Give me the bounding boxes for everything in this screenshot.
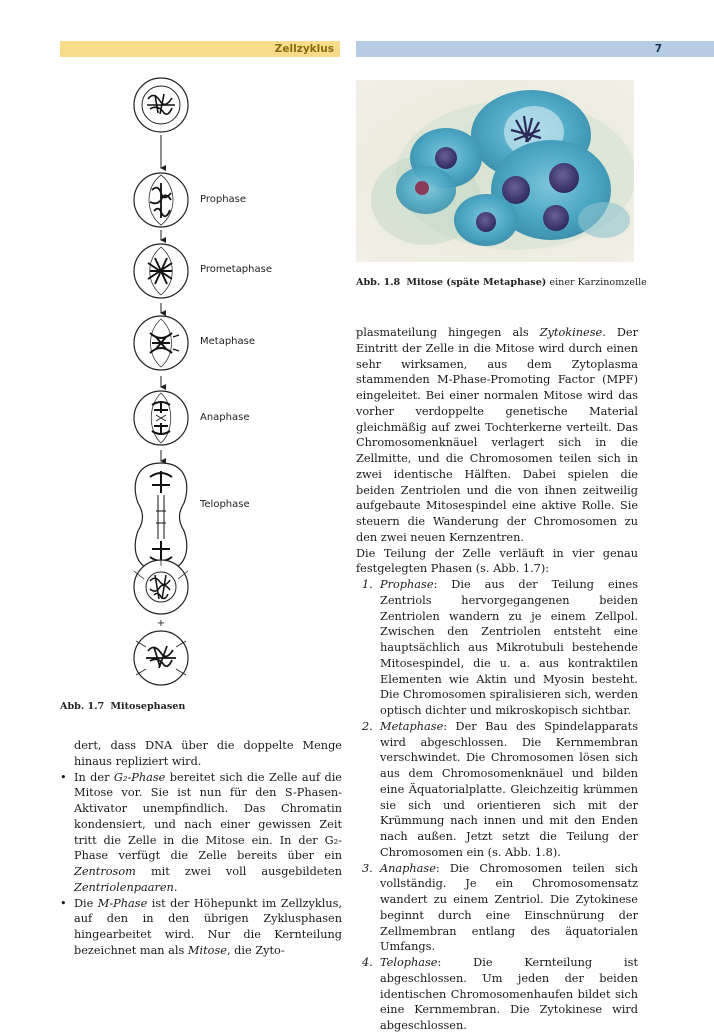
caption-bold: Mitose (späte Metaphase): [406, 277, 547, 288]
list-item-prophase: 1. Prophase: Die aus der Teilung eines Zentriols hervorgegangenen beiden Zentriolen wandern zu je einem Zellpol. Zwischen den Zentriolen entsteht eine hauptsächlich aus Mikrotubuli bestehende Mitosespindel, die u. a. aus kontraktilen Elementen wie Aktin und Myosin besteht. Die Chromosomen spiralisieren sich, werden optisch dichter und mikroskopisch sichtbar.: [362, 578, 638, 717]
paragraph-zytokinese: plasmateilung hingegen als Zytokinese. Der Eintritt der Zelle in die Mitose wird durch einen sehr wirksamen, aus dem Zytoplasma stammenden M-Phase-Promoting Factor (MPF) eingeleitet. Bei einer normalen Mitose wird das vorher verdoppelte genetische Material gleichmäßig auf zwei Tochterkerne verteilt. Das Chromosomenknäuel verlagert sich in die Zellmitte, und die Chromosomen teilen sich in zwei identische Hälften. Dabei spielen die beiden Zentriolen und die von ihnen zeitweilig aufgebaute Mitosespindel eine aktive Rolle. Sie steuern die Wanderung der Chromosomen zu den zwei neuen Kernzentren.: [356, 326, 638, 544]
phase-list: [356, 577, 638, 1034]
mitosis-diagram: [60, 75, 340, 695]
chapter-title: Zellzyklus: [274, 43, 334, 55]
figure-caption-1-7: [60, 701, 185, 713]
caption-label: Abb. 1.7: [60, 701, 105, 712]
figure-caption-1-8: [356, 277, 647, 289]
svg-text:+: +: [156, 618, 166, 629]
term-mitose: Mitose: [187, 943, 227, 957]
list-item-g2-phase: • In der G₂-Phase bereitet sich die Zelle auf die Mitose vor. Sie ist nun für den S-Phasen-Aktivator unempfindlich. Das Chromatin kondensiert, und nach einer gewissen Zeit tritt die Zelle in die Mitose ein. In der G₂-Phase verfügt die Zelle bereits über ein Zentrosom mit zwei voll ausgebildeten Zentriolenpaaren.: [60, 770, 342, 894]
list-item-telophase: 4. Telophase: Die Kernteilung ist abgeschlossen. Um jeden der beiden identischen Chromosomenhaufen bildet sich eine Kernmembran. Die Zytokinese wird abgeschlossen.: [362, 956, 638, 1032]
term-zytokinese: Zytokinese: [539, 326, 603, 339]
phase-label-anaphase: Anaphase: [200, 412, 250, 423]
cell-prometaphase: [134, 244, 188, 298]
caption-label: Abb. 1.8: [356, 277, 401, 288]
cell-metaphase: [134, 316, 188, 370]
cell-anaphase: [134, 391, 188, 445]
list-item-m-phase: • Die M-Phase ist der Höhepunkt im Zellzyklus, auf den in den übrigen Zyklusphasen hingearbeitet wird. Nur die Kernteilung bezeichnet man als Mitose, die Zyto-: [60, 896, 343, 957]
left-column-text: [60, 738, 342, 959]
phase-label-prometaphase: Prometaphase: [200, 264, 272, 275]
phase-label-metaphase: Metaphase: [200, 336, 256, 347]
list-item-metaphase: 2. Metaphase: Der Bau des Spindelapparats wird abgeschlossen. Die Kernmembran verschwindet. Die Chromosomen lösen sich aus dem Chromosomenknäuel und bilden eine Äquatorialplatte. Gleichzeitig krümmen sie sich und orientieren sich mit der Krümmung nach innen und mit den Enden nach außen. Jetzt setzt die Teilung der Chromosomen ein (s. Abb. 1.8).: [362, 719, 638, 859]
phase-label-telophase: Telophase: [200, 499, 250, 510]
cell-daughter-upper: [134, 560, 188, 614]
caption-text: Mitosephasen: [110, 701, 186, 712]
term-m-phase: M-Phase: [97, 896, 148, 910]
caption-text: einer Karzinomzelle: [549, 277, 647, 288]
term-zentrosom: Zentrosom: [74, 865, 136, 878]
cell-interphase: [134, 78, 188, 132]
micrograph-karzinomzelle: [356, 80, 634, 262]
running-header-page: [356, 41, 714, 57]
bullet-list: [60, 770, 342, 959]
paragraph-phasen-intro: Die Teilung der Zelle verläuft in vier genau festgelegten Phasen (s. Abb. 1.7):: [356, 546, 638, 576]
list-item-anaphase: 3. Anaphase: Die Chromosomen teilen sich vollständig. Je ein Chromosomensatz wandert zu einem Zentriol. Die Zytokinese beginnt durch eine Einschnürung der Zellmembran entlang des äquatorialen Umfangs.: [362, 861, 638, 954]
cell-prophase: [134, 173, 188, 227]
page-number: 7: [654, 43, 662, 55]
term-g2-phase: G₂-Phase: [113, 770, 166, 784]
paragraph-continuation: dert, dass DNA über die doppelte Menge hinaus repliziert wird.: [74, 739, 342, 768]
cell-daughter-lower: [134, 631, 188, 685]
figure-mitosis-phases: [60, 75, 340, 695]
micrograph-image: [356, 80, 634, 262]
phase-label-prophase: Prophase: [200, 194, 247, 205]
term-zentriolenpaaren: Zentriolenpaaren: [74, 880, 174, 894]
running-header-chapter: [60, 41, 340, 57]
cell-telophase: [135, 463, 187, 571]
right-column-text: [356, 325, 638, 1034]
